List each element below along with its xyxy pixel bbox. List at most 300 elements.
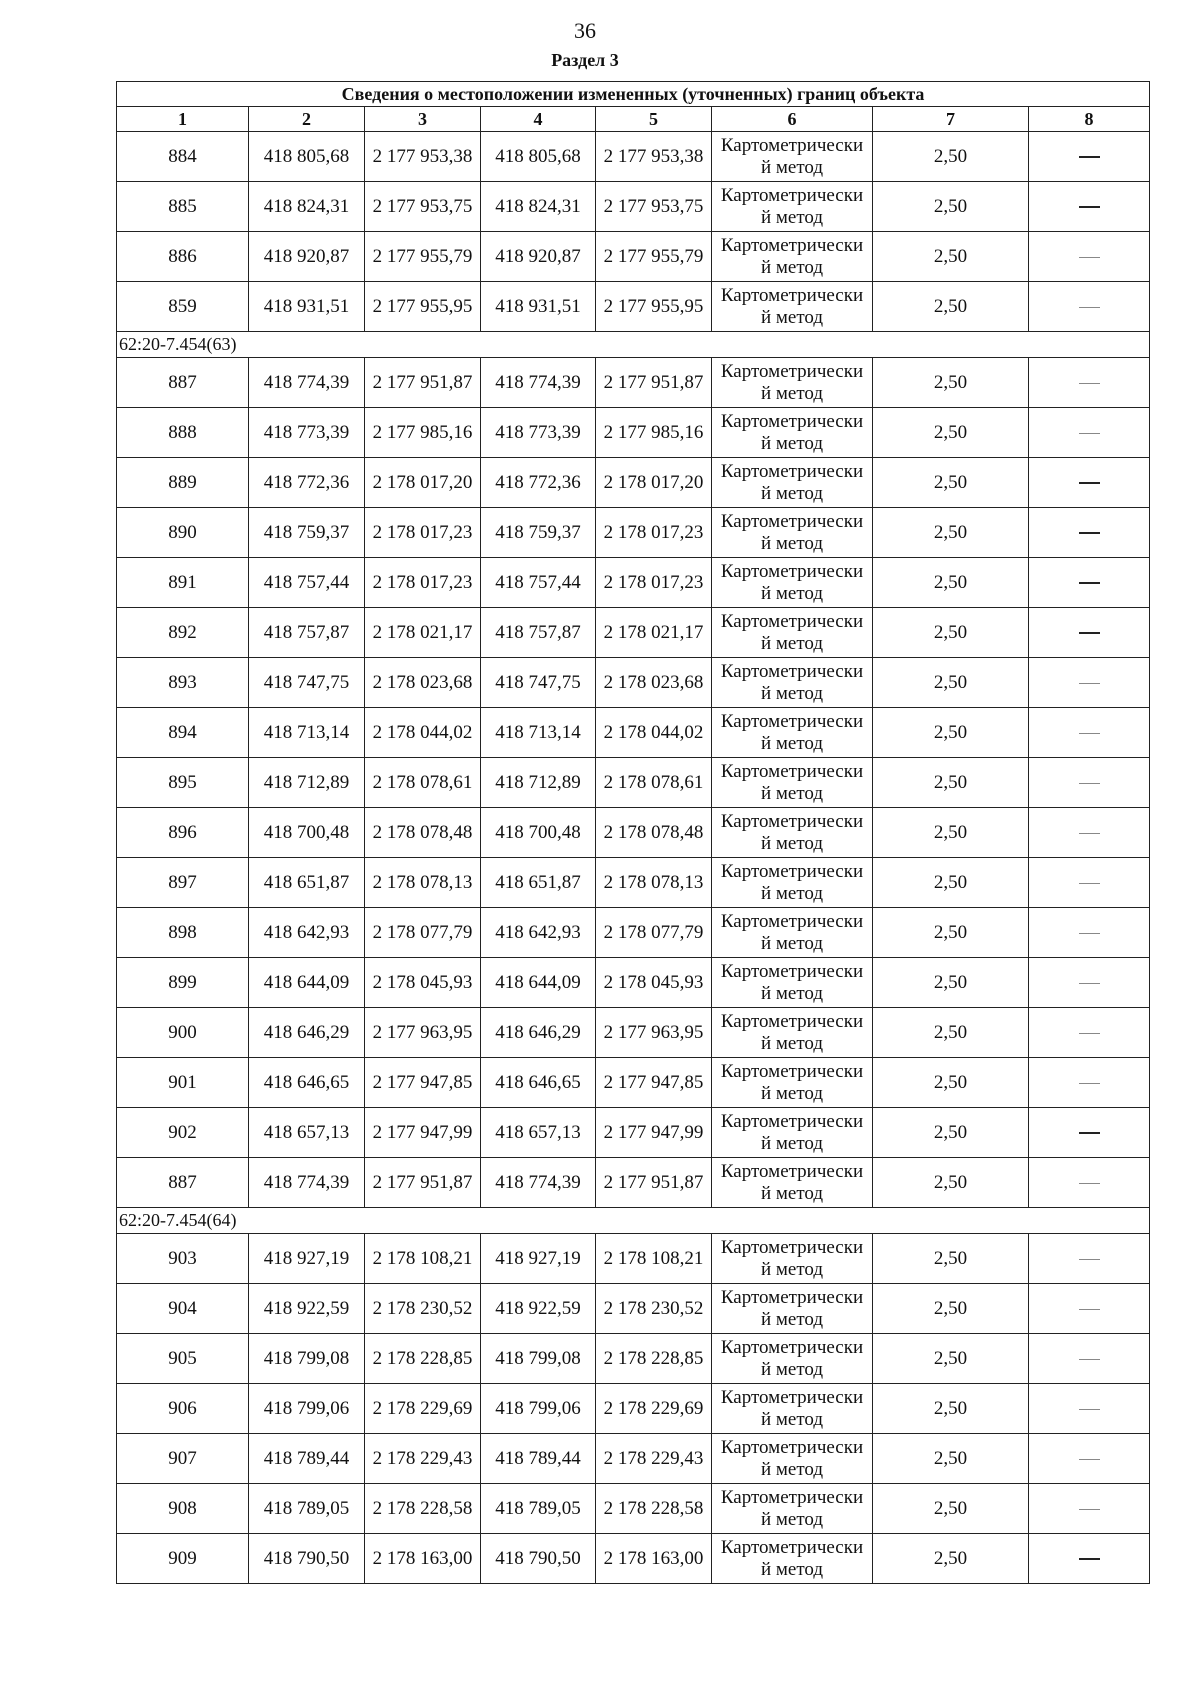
table-row [117,1008,1150,1058]
accuracy-cell: 2,50 [873,1384,1029,1434]
y-refined-cell: 2 178 228,58 [596,1484,712,1534]
y-refined-cell: 2 177 953,38 [596,132,712,182]
y-refined-cell: 2 178 017,20 [596,458,712,508]
description-cell [1029,1108,1150,1158]
description-cell [1029,358,1150,408]
x-existing-cell: 418 713,14 [249,708,365,758]
table-row [117,132,1150,182]
description-cell [1029,508,1150,558]
x-refined-cell: 418 790,50 [481,1534,596,1584]
y-existing-cell: 2 178 163,00 [365,1534,481,1584]
method-line-1: Картометрически [720,1436,864,1458]
x-refined-cell: 418 757,44 [481,558,596,608]
method-line-2: й метод [760,732,824,754]
point-number-cell: 888 [117,408,249,458]
x-existing-cell: 418 642,93 [249,908,365,958]
method-line-1: Картометрически [720,360,864,382]
x-existing-cell: 418 805,68 [249,132,365,182]
method-line-2: й метод [760,932,824,954]
point-number-cell: 892 [117,608,249,658]
accuracy-cell: 2,50 [873,658,1029,708]
accuracy-cell: 2,50 [873,1484,1029,1534]
accuracy-cell: 2,50 [873,908,1029,958]
column-number: 4 [481,107,596,132]
y-refined-cell: 2 178 229,43 [596,1434,712,1484]
method-line-2: й метод [760,206,824,228]
x-refined-cell: 418 712,89 [481,758,596,808]
x-existing-cell: 418 644,09 [249,958,365,1008]
method-line-2: й метод [760,982,824,1004]
dash-mark [1079,1083,1100,1084]
x-existing-cell: 418 920,87 [249,232,365,282]
dash-mark [1079,433,1100,434]
table-body [117,132,1150,1584]
point-number-cell: 891 [117,558,249,608]
table-row [117,908,1150,958]
accuracy-cell: 2,50 [873,958,1029,1008]
x-refined-cell: 418 799,06 [481,1384,596,1434]
method-line-1: Картометрически [720,560,864,582]
method-cell [712,958,873,1008]
table-row [117,508,1150,558]
x-refined-cell: 418 799,08 [481,1334,596,1384]
table-row [117,182,1150,232]
accuracy-cell: 2,50 [873,1008,1029,1058]
y-existing-cell: 2 177 951,87 [365,1158,481,1208]
y-refined-cell: 2 178 077,79 [596,908,712,958]
method-line-2: й метод [760,1182,824,1204]
y-refined-cell: 2 178 230,52 [596,1284,712,1334]
table-row [117,1284,1150,1334]
method-line-1: Картометрически [720,810,864,832]
table-row [117,608,1150,658]
y-refined-cell: 2 178 021,17 [596,608,712,658]
coordinates-table [116,81,1150,1584]
method-line-2: й метод [760,256,824,278]
accuracy-cell: 2,50 [873,758,1029,808]
x-refined-cell: 418 927,19 [481,1234,596,1284]
description-cell [1029,608,1150,658]
x-existing-cell: 418 759,37 [249,508,365,558]
table-row [117,1484,1150,1534]
description-cell [1029,1158,1150,1208]
y-existing-cell: 2 178 230,52 [365,1284,481,1334]
y-refined-cell: 2 177 955,79 [596,232,712,282]
y-existing-cell: 2 178 021,17 [365,608,481,658]
table-row [117,458,1150,508]
x-existing-cell: 418 922,59 [249,1284,365,1334]
table-row [117,1384,1150,1434]
dash-mark [1079,206,1100,208]
dash-mark [1079,983,1100,984]
point-number-cell: 887 [117,1158,249,1208]
method-line-1: Картометрически [720,284,864,306]
y-existing-cell: 2 178 228,58 [365,1484,481,1534]
method-line-2: й метод [760,432,824,454]
method-line-2: й метод [760,482,824,504]
description-cell [1029,282,1150,332]
dash-mark [1079,1183,1100,1184]
y-existing-cell: 2 177 955,79 [365,232,481,282]
column-number: 7 [873,107,1029,132]
dash-mark [1079,933,1100,934]
x-refined-cell: 418 805,68 [481,132,596,182]
table-row [117,758,1150,808]
dash-mark [1079,257,1100,258]
y-existing-cell: 2 178 045,93 [365,958,481,1008]
description-cell [1029,1334,1150,1384]
x-refined-cell: 418 646,65 [481,1058,596,1108]
y-refined-cell: 2 177 985,16 [596,408,712,458]
table-row [117,708,1150,758]
point-number-cell: 902 [117,1108,249,1158]
x-existing-cell: 418 789,44 [249,1434,365,1484]
y-refined-cell: 2 178 078,48 [596,808,712,858]
y-existing-cell: 2 177 951,87 [365,358,481,408]
accuracy-cell: 2,50 [873,708,1029,758]
accuracy-cell: 2,50 [873,1234,1029,1284]
method-line-2: й метод [760,1032,824,1054]
point-number-cell: 901 [117,1058,249,1108]
method-line-2: й метод [760,1508,824,1530]
method-cell [712,1384,873,1434]
x-existing-cell: 418 747,75 [249,658,365,708]
dash-mark [1079,1359,1100,1360]
x-existing-cell: 418 657,13 [249,1108,365,1158]
y-existing-cell: 2 178 108,21 [365,1234,481,1284]
y-existing-cell: 2 177 985,16 [365,408,481,458]
x-refined-cell: 418 931,51 [481,282,596,332]
y-existing-cell: 2 178 078,61 [365,758,481,808]
point-number-cell: 893 [117,658,249,708]
point-number-cell: 885 [117,182,249,232]
table-caption: Сведения о местоположении измененных (уточненных) границ объекта [117,82,1150,107]
method-line-2: й метод [760,632,824,654]
y-existing-cell: 2 178 017,23 [365,508,481,558]
y-existing-cell: 2 178 078,48 [365,808,481,858]
method-line-2: й метод [760,832,824,854]
description-cell [1029,1484,1150,1534]
method-cell [712,232,873,282]
accuracy-cell: 2,50 [873,1534,1029,1584]
accuracy-cell: 2,50 [873,358,1029,408]
description-cell [1029,708,1150,758]
y-refined-cell: 2 177 951,87 [596,1158,712,1208]
y-existing-cell: 2 177 953,75 [365,182,481,232]
x-existing-cell: 418 646,65 [249,1058,365,1108]
method-cell [712,558,873,608]
x-refined-cell: 418 773,39 [481,408,596,458]
method-cell [712,1058,873,1108]
description-cell [1029,232,1150,282]
column-number-row [117,107,1150,132]
dash-mark [1079,1033,1100,1034]
method-line-2: й метод [760,1308,824,1330]
y-refined-cell: 2 177 955,95 [596,282,712,332]
dash-mark [1079,1459,1100,1460]
method-line-1: Картометрически [720,234,864,256]
x-refined-cell: 418 747,75 [481,658,596,708]
point-number-cell: 890 [117,508,249,558]
x-existing-cell: 418 799,06 [249,1384,365,1434]
method-cell [712,358,873,408]
method-cell [712,708,873,758]
method-line-1: Картометрически [720,1236,864,1258]
point-number-cell: 899 [117,958,249,1008]
accuracy-cell: 2,50 [873,1434,1029,1484]
description-cell [1029,458,1150,508]
dash-mark [1079,1309,1100,1310]
y-refined-cell: 2 178 045,93 [596,958,712,1008]
method-cell [712,1234,873,1284]
x-existing-cell: 418 789,05 [249,1484,365,1534]
accuracy-cell: 2,50 [873,608,1029,658]
y-refined-cell: 2 178 163,00 [596,1534,712,1584]
method-line-2: й метод [760,1408,824,1430]
point-number-cell: 897 [117,858,249,908]
method-line-2: й метод [760,582,824,604]
accuracy-cell: 2,50 [873,858,1029,908]
y-existing-cell: 2 178 044,02 [365,708,481,758]
x-refined-cell: 418 774,39 [481,1158,596,1208]
point-number-cell: 884 [117,132,249,182]
x-refined-cell: 418 700,48 [481,808,596,858]
x-refined-cell: 418 789,44 [481,1434,596,1484]
description-cell [1029,1284,1150,1334]
table-row [117,232,1150,282]
dash-mark [1079,783,1100,784]
point-number-cell: 896 [117,808,249,858]
column-number: 2 [249,107,365,132]
x-refined-cell: 418 644,09 [481,958,596,1008]
method-line-2: й метод [760,1458,824,1480]
x-refined-cell: 418 772,36 [481,458,596,508]
method-line-1: Картометрически [720,960,864,982]
y-existing-cell: 2 177 955,95 [365,282,481,332]
y-existing-cell: 2 178 077,79 [365,908,481,958]
point-number-cell: 898 [117,908,249,958]
description-cell [1029,408,1150,458]
x-refined-cell: 418 642,93 [481,908,596,958]
method-cell [712,1284,873,1334]
y-refined-cell: 2 178 108,21 [596,1234,712,1284]
method-line-2: й метод [760,1258,824,1280]
point-number-cell: 904 [117,1284,249,1334]
description-cell [1029,558,1150,608]
y-refined-cell: 2 178 229,69 [596,1384,712,1434]
description-cell [1029,1534,1150,1584]
dash-mark [1079,833,1100,834]
point-number-cell: 903 [117,1234,249,1284]
description-cell [1029,908,1150,958]
description-cell [1029,1058,1150,1108]
y-refined-cell: 2 178 017,23 [596,508,712,558]
method-cell [712,508,873,558]
x-existing-cell: 418 799,08 [249,1334,365,1384]
x-refined-cell: 418 922,59 [481,1284,596,1334]
method-line-2: й метод [760,1082,824,1104]
x-refined-cell: 418 651,87 [481,858,596,908]
method-cell [712,758,873,808]
accuracy-cell: 2,50 [873,1058,1029,1108]
method-line-1: Картометрически [720,410,864,432]
point-number-cell: 887 [117,358,249,408]
method-cell [712,658,873,708]
x-existing-cell: 418 824,31 [249,182,365,232]
x-existing-cell: 418 927,19 [249,1234,365,1284]
method-cell [712,608,873,658]
table-row [117,858,1150,908]
x-existing-cell: 418 757,44 [249,558,365,608]
dash-mark [1079,532,1100,534]
group-label: 62:20-7.454(64) [117,1208,1150,1234]
y-existing-cell: 2 177 947,99 [365,1108,481,1158]
y-existing-cell: 2 178 023,68 [365,658,481,708]
description-cell [1029,758,1150,808]
method-line-1: Картометрически [720,1486,864,1508]
point-number-cell: 886 [117,232,249,282]
point-number-cell: 895 [117,758,249,808]
table-row [117,658,1150,708]
table-row [117,1158,1150,1208]
method-line-1: Картометрически [720,1110,864,1132]
method-line-1: Картометрически [720,1060,864,1082]
group-row [117,332,1150,358]
x-refined-cell: 418 774,39 [481,358,596,408]
method-cell [712,1108,873,1158]
x-refined-cell: 418 920,87 [481,232,596,282]
method-line-2: й метод [760,306,824,328]
table-row [117,558,1150,608]
dash-mark [1079,1558,1100,1560]
column-number: 6 [712,107,873,132]
method-cell [712,1484,873,1534]
dash-mark [1079,883,1100,884]
point-number-cell: 894 [117,708,249,758]
table-row [117,958,1150,1008]
dash-mark [1079,383,1100,384]
x-existing-cell: 418 757,87 [249,608,365,658]
method-line-2: й метод [760,156,824,178]
accuracy-cell: 2,50 [873,1158,1029,1208]
method-line-1: Картометрически [720,1286,864,1308]
x-existing-cell: 418 712,89 [249,758,365,808]
method-cell [712,808,873,858]
y-refined-cell: 2 177 953,75 [596,182,712,232]
dash-mark [1079,683,1100,684]
group-row [117,1208,1150,1234]
y-existing-cell: 2 177 963,95 [365,1008,481,1058]
method-line-2: й метод [760,1558,824,1580]
table-row [117,1534,1150,1584]
dash-mark [1079,1132,1100,1134]
x-existing-cell: 418 700,48 [249,808,365,858]
point-number-cell: 900 [117,1008,249,1058]
method-cell [712,908,873,958]
accuracy-cell: 2,50 [873,458,1029,508]
point-number-cell: 909 [117,1534,249,1584]
x-refined-cell: 418 713,14 [481,708,596,758]
accuracy-cell: 2,50 [873,1108,1029,1158]
method-line-1: Картометрически [720,1010,864,1032]
y-refined-cell: 2 177 947,85 [596,1058,712,1108]
method-line-1: Картометрически [720,510,864,532]
y-existing-cell: 2 177 947,85 [365,1058,481,1108]
description-cell [1029,1234,1150,1284]
y-existing-cell: 2 178 078,13 [365,858,481,908]
y-existing-cell: 2 177 953,38 [365,132,481,182]
table-row [117,1234,1150,1284]
method-cell [712,858,873,908]
x-refined-cell: 418 657,13 [481,1108,596,1158]
accuracy-cell: 2,50 [873,408,1029,458]
table-row [117,808,1150,858]
y-refined-cell: 2 178 078,13 [596,858,712,908]
x-existing-cell: 418 931,51 [249,282,365,332]
point-number-cell: 889 [117,458,249,508]
method-line-1: Картометрически [720,460,864,482]
accuracy-cell: 2,50 [873,282,1029,332]
x-refined-cell: 418 789,05 [481,1484,596,1534]
point-number-cell: 906 [117,1384,249,1434]
x-refined-cell: 418 757,87 [481,608,596,658]
method-line-2: й метод [760,882,824,904]
description-cell [1029,182,1150,232]
y-refined-cell: 2 177 951,87 [596,358,712,408]
dash-mark [1079,156,1100,158]
dash-mark [1079,1409,1100,1410]
method-cell [712,1158,873,1208]
dash-mark [1079,307,1100,308]
method-line-1: Картометрически [720,1160,864,1182]
column-number: 1 [117,107,249,132]
accuracy-cell: 2,50 [873,508,1029,558]
method-cell [712,132,873,182]
x-existing-cell: 418 774,39 [249,1158,365,1208]
method-cell [712,458,873,508]
description-cell [1029,808,1150,858]
method-line-2: й метод [760,682,824,704]
y-existing-cell: 2 178 229,43 [365,1434,481,1484]
description-cell [1029,658,1150,708]
description-cell [1029,1384,1150,1434]
accuracy-cell: 2,50 [873,1334,1029,1384]
y-refined-cell: 2 177 947,99 [596,1108,712,1158]
method-line-2: й метод [760,532,824,554]
table-row [117,1434,1150,1484]
y-existing-cell: 2 178 017,23 [365,558,481,608]
x-refined-cell: 418 759,37 [481,508,596,558]
method-line-1: Картометрически [720,660,864,682]
x-existing-cell: 418 790,50 [249,1534,365,1584]
method-line-1: Картометрически [720,134,864,156]
method-cell [712,1434,873,1484]
dash-mark [1079,632,1100,634]
x-existing-cell: 418 774,39 [249,358,365,408]
point-number-cell: 859 [117,282,249,332]
method-cell [712,1534,873,1584]
method-line-1: Картометрически [720,860,864,882]
dash-mark [1079,482,1100,484]
accuracy-cell: 2,50 [873,558,1029,608]
x-existing-cell: 418 646,29 [249,1008,365,1058]
y-refined-cell: 2 178 017,23 [596,558,712,608]
dash-mark [1079,1509,1100,1510]
method-line-2: й метод [760,782,824,804]
section-title: Раздел 3 [551,50,619,70]
method-line-1: Картометрически [720,610,864,632]
y-existing-cell: 2 178 017,20 [365,458,481,508]
